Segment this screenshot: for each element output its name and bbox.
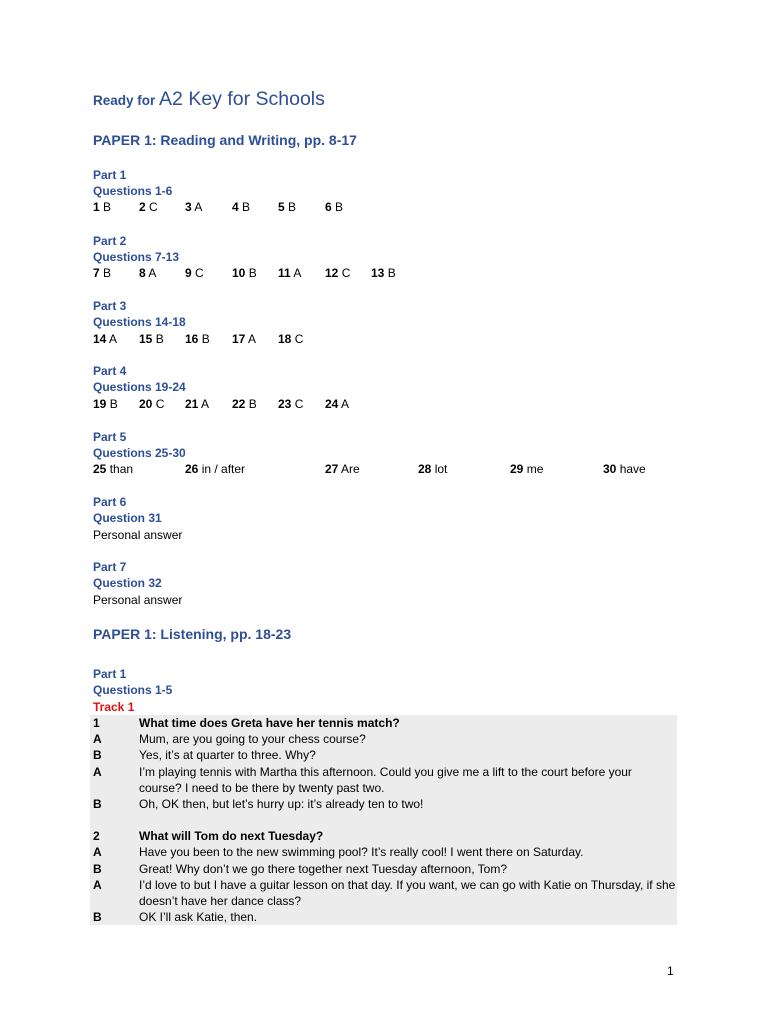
title-prefix: Ready for	[93, 93, 156, 108]
answer-item: 18 C	[278, 332, 304, 346]
dialogue-text: Yes, it’s at quarter to three. Why?	[139, 748, 316, 763]
part3-questions: Questions 14-18	[93, 315, 186, 329]
answer-item: 30 have	[603, 462, 646, 476]
part4-questions: Questions 19-24	[93, 380, 186, 394]
speaker-label: A	[93, 845, 102, 860]
part1-questions: Questions 1-6	[93, 184, 173, 198]
answer-item: 7 B	[93, 266, 112, 280]
answer-item: 1 B	[93, 200, 112, 214]
title-main: A2 Key for Schools	[159, 88, 325, 110]
answer-item: 20 C	[139, 397, 165, 411]
answer-item: 28 lot	[418, 462, 448, 476]
transcript-box	[90, 715, 677, 925]
part6-label: Part 6	[93, 495, 127, 509]
dialogue-text: Great! Why don’t we go there together next Tuesday afternoon, Tom?	[139, 861, 507, 876]
part7-questions: Question 32	[93, 576, 162, 590]
answer-item: 27 Are	[325, 462, 360, 476]
listening-questions: Questions 1-5	[93, 683, 173, 697]
answer-item: 10 B	[232, 266, 257, 280]
speaker-label: B	[93, 748, 102, 763]
speaker-label: B	[93, 910, 102, 925]
part7-text: Personal answer	[93, 593, 183, 607]
transcript-line	[90, 747, 677, 763]
question-1	[90, 715, 677, 731]
transcript-line	[90, 861, 677, 877]
answer-item: 4 B	[232, 200, 251, 214]
spacer	[90, 812, 677, 828]
dialogue-text: I’d love to but I have a guitar lesson on that day. If you want, we can go with Katie on Thursday, if she doesn’t have her dance class?	[139, 877, 676, 909]
answer-item: 23 C	[278, 397, 304, 411]
part3-label: Part 3	[93, 299, 127, 313]
track-label: Track 1	[93, 700, 135, 714]
part6-questions: Question 31	[93, 511, 162, 525]
part6-text: Personal answer	[93, 528, 183, 542]
answer-item: 24 A	[325, 397, 350, 411]
question-number: 1	[93, 716, 100, 730]
transcript-line	[90, 764, 677, 796]
dialogue-text: OK I’ll ask Katie, then.	[139, 910, 258, 925]
answer-item: 5 B	[278, 200, 297, 214]
answer-item: 3 A	[185, 200, 203, 214]
part5-questions: Questions 25-30	[93, 446, 186, 460]
transcript-line	[90, 796, 677, 812]
answer-item: 21 A	[185, 397, 210, 411]
transcript-line	[90, 731, 677, 747]
part2-label: Part 2	[93, 234, 127, 248]
dialogue-text: Mum, are you going to your chess course?	[139, 732, 366, 747]
dialogue-text: I’m playing tennis with Martha this afternoon. Could you give me a lift to the court before your course? I need to be there by twenty past two.	[139, 764, 632, 795]
answer-item: 22 B	[232, 397, 257, 411]
answer-item: 13 B	[371, 266, 396, 280]
answer-item: 16 B	[185, 332, 210, 346]
answer-item: 15 B	[139, 332, 164, 346]
page-number: 1	[667, 964, 674, 978]
speaker-label: A	[93, 764, 102, 779]
part2-questions: Questions 7-13	[93, 250, 180, 264]
speaker-label: B	[93, 861, 102, 876]
answer-item: 17 A	[232, 332, 257, 346]
question-2	[90, 828, 677, 844]
answer-item: 11 A	[278, 266, 302, 280]
speaker-label: A	[93, 732, 102, 747]
answer-item: 25 than	[93, 462, 134, 476]
part4-label: Part 4	[93, 364, 127, 378]
part7-label: Part 7	[93, 560, 127, 574]
speaker-label: B	[93, 797, 102, 812]
listening-heading: PAPER 1: Listening, pp. 18-23	[93, 626, 292, 642]
part1-label: Part 1	[93, 168, 127, 182]
answer-item: 29 me	[510, 462, 544, 476]
dialogue-text: Have you been to the new swimming pool? It’s really cool! I went there on Saturday.	[139, 845, 584, 860]
question-text: What will Tom do next Tuesday?	[139, 829, 324, 844]
listening-part-label: Part 1	[93, 667, 127, 681]
transcript-line	[90, 909, 677, 925]
question-text: What time does Greta have her tennis match?	[139, 716, 400, 730]
answer-item: 6 B	[325, 200, 344, 214]
question-number: 2	[93, 829, 100, 844]
answer-item: 12 C	[325, 266, 351, 280]
transcript-line	[90, 877, 677, 909]
answer-item: 2 C	[139, 200, 158, 214]
transcript-line	[90, 844, 677, 860]
answer-item: 26 in / after	[185, 462, 246, 476]
part5-label: Part 5	[93, 430, 127, 444]
paper1-heading: PAPER 1: Reading and Writing, pp. 8-17	[93, 132, 357, 148]
answer-item: 9 C	[185, 266, 204, 280]
document-title	[93, 88, 325, 111]
answer-item: 8 A	[139, 266, 157, 280]
answer-item: 19 B	[93, 397, 118, 411]
answer-item: 14 A	[93, 332, 118, 346]
dialogue-text: Oh, OK then, but let’s hurry up: it’s already ten to two!	[139, 797, 424, 812]
speaker-label: A	[93, 877, 102, 892]
